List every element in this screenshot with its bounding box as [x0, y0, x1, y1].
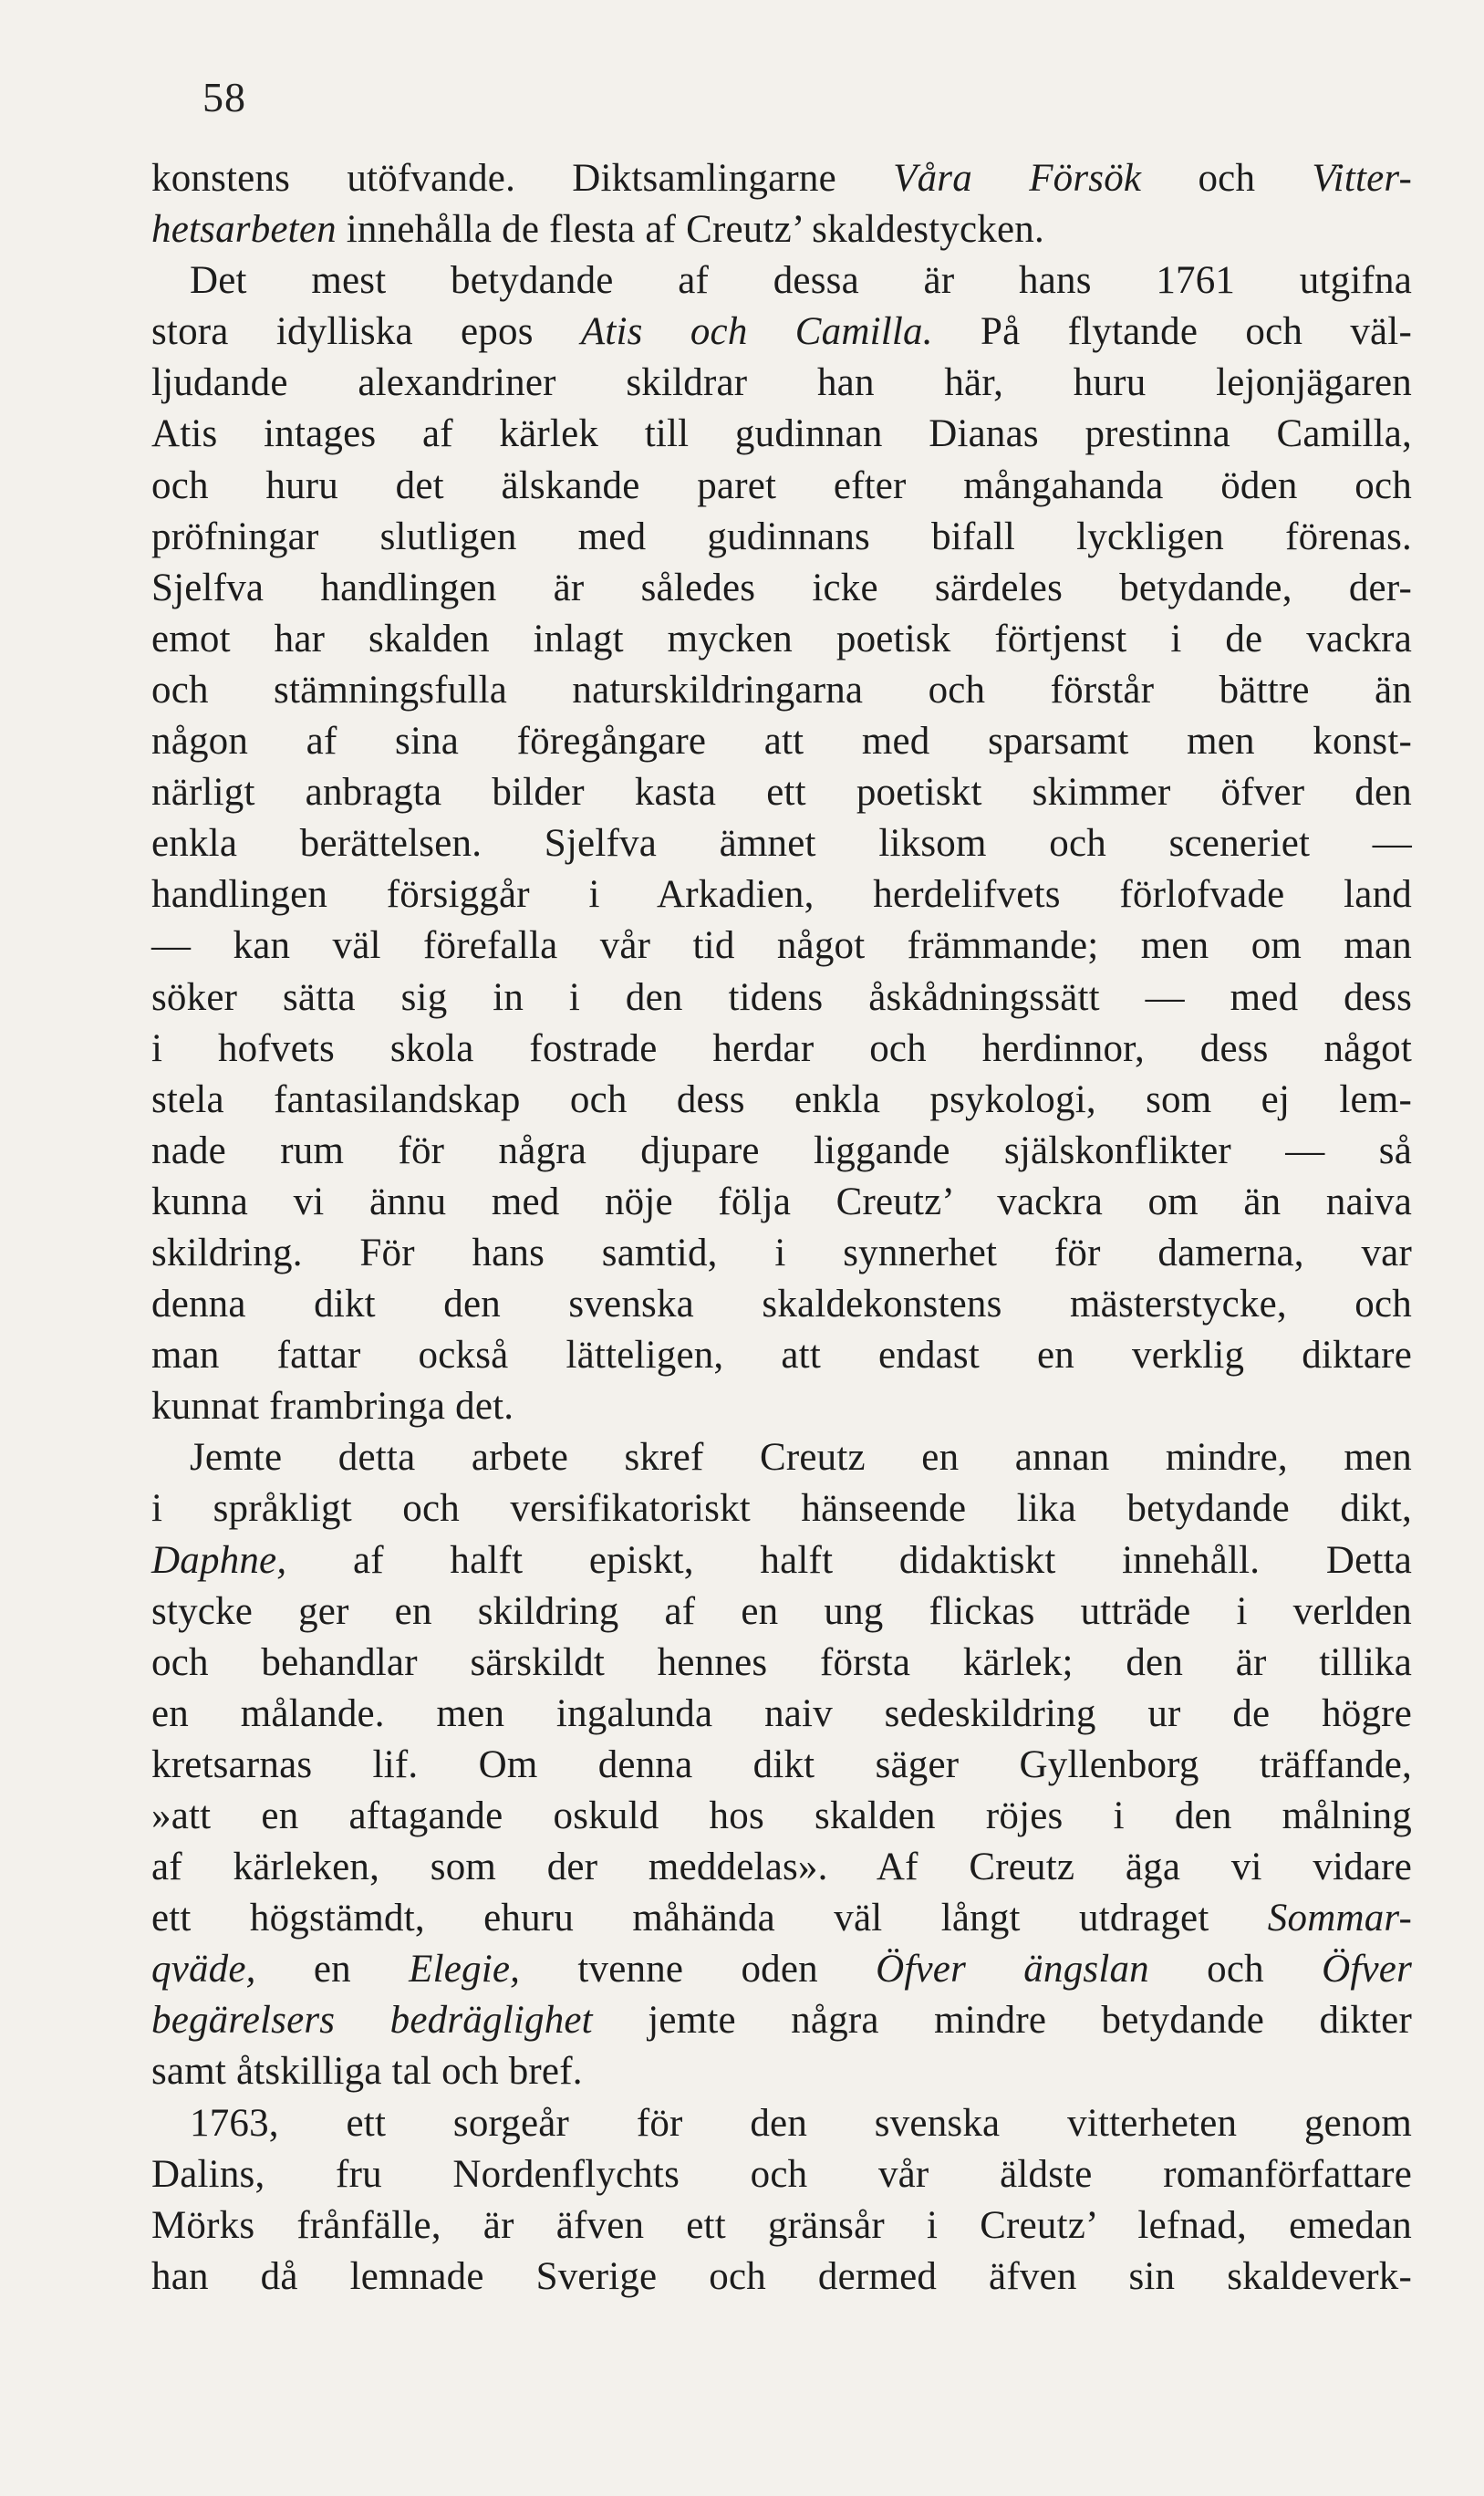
text-line: [151, 1842, 1412, 1893]
text-line: [151, 1791, 1412, 1842]
text-segment: stycke ger en skildring af en ung flickas utträde i verlden: [151, 1589, 1412, 1633]
text-line: [151, 1638, 1412, 1689]
text-segment: han då lemnade Sverige och dermed äfven sin skaldeverk-: [151, 2254, 1412, 2298]
text-line: [151, 1535, 1412, 1586]
text-line: [151, 1432, 1412, 1483]
text-segment: konstens utöfvande. Diktsamlingarne: [151, 157, 894, 200]
text-segment: och: [1141, 157, 1313, 200]
text-segment: och behandlar särskildt hennes första kärlek; den är tillika: [151, 1640, 1412, 1684]
body-text: [151, 153, 1412, 2303]
italic-title: begärelsers bedräglighet: [151, 1999, 593, 2043]
italic-title: Vitter-: [1312, 157, 1412, 200]
text-line: [151, 1330, 1412, 1381]
text-line: [151, 1995, 1412, 2046]
text-line: [151, 665, 1412, 716]
text-segment: man fattar också lätteligen, att endast en verklig diktare: [151, 1334, 1412, 1378]
text-segment: och stämningsfulla naturskildringarna och förstår bättre än: [151, 668, 1412, 712]
italic-title: Daphne,: [151, 1538, 287, 1582]
text-segment: tvenne oden: [520, 1948, 877, 1992]
italic-title: Atis och Camilla.: [580, 310, 933, 354]
text-segment: Sjelfva handlingen är således icke särdeles betydande, der-: [151, 566, 1412, 609]
text-line: [151, 358, 1412, 409]
text-segment: handlingen försiggår i Arkadien, herdelifvets förlofvade land: [151, 873, 1412, 917]
text-segment: Mörks frånfälle, är äfven ett gränsår i Creutz’ lefnad, emedan: [151, 2203, 1412, 2247]
text-line: [151, 1279, 1412, 1330]
text-segment: skildring. För hans samtid, i synnerhet för damerna, var: [151, 1231, 1412, 1274]
text-line: [151, 153, 1412, 204]
text-line: [151, 2098, 1412, 2149]
text-line: [151, 1075, 1412, 1126]
italic-title: Våra Försök: [893, 157, 1142, 200]
text-line: [151, 1689, 1412, 1740]
text-segment: emot har skalden inlagt mycken poetisk förtjenst i de vackra: [151, 617, 1412, 660]
text-line: [151, 1228, 1412, 1279]
text-segment: enkla berättelsen. Sjelfva ämnet liksom och sceneriet —: [151, 822, 1412, 866]
text-segment: På flytande och väl-: [932, 310, 1412, 354]
text-line: [151, 716, 1412, 767]
text-segment: i språkligt och versifikatoriskt hänseende lika betydande dikt,: [151, 1487, 1412, 1531]
text-line: [151, 1483, 1412, 1534]
text-line: [151, 563, 1412, 614]
text-segment: 1763, ett sorgeår för den svenska vitterheten genom: [190, 2101, 1412, 2145]
text-segment: en målande. men ingalunda naiv sedeskildring ur de högre: [151, 1691, 1412, 1735]
text-line: [151, 255, 1412, 307]
italic-title: Sommar-: [1267, 1897, 1412, 1940]
text-line: [151, 2200, 1412, 2252]
text-segment: — kan väl förefalla vår tid något främmande; men om man: [151, 924, 1412, 968]
text-line: [151, 512, 1412, 563]
italic-title: Elegie,: [409, 1948, 521, 1992]
text-line: [151, 920, 1412, 972]
text-line: [151, 818, 1412, 869]
text-line: [151, 1893, 1412, 1944]
text-segment: stora idylliska epos: [151, 310, 581, 354]
text-segment: ett högstämdt, ehuru måhända väl långt utdraget: [151, 1897, 1268, 1940]
text-line: [151, 1740, 1412, 1791]
text-segment: Det mest betydande af dessa är hans 1761 utgifna: [190, 259, 1412, 303]
text-segment: Atis intages af kärlek till gudinnan Dianas prestinna Camilla,: [151, 412, 1412, 456]
text-segment: samt åtskilliga tal och bref.: [151, 2050, 583, 2094]
text-line: [151, 767, 1412, 818]
text-segment: Jemte detta arbete skref Creutz en annan mindre, men: [190, 1436, 1412, 1480]
text-line: [151, 1944, 1412, 1995]
text-line: [151, 307, 1412, 358]
text-segment: kunnat frambringa det.: [151, 1385, 514, 1429]
text-segment: och: [1148, 1948, 1323, 1992]
text-segment: af halft episkt, halft didaktiskt innehåll. Detta: [286, 1538, 1412, 1582]
text-segment: ljudande alexandriner skildrar han här, huru lejonjägaren: [151, 361, 1412, 405]
text-segment: söker sätta sig in i den tidens åskådningssätt — med dess: [151, 975, 1412, 1019]
text-line: [151, 614, 1412, 665]
text-segment: jemte några mindre betydande dikter: [592, 1999, 1412, 2043]
text-line: [151, 2252, 1412, 2303]
text-line: [151, 2149, 1412, 2200]
text-line: [151, 204, 1412, 255]
text-line: [151, 461, 1412, 512]
text-segment: nade rum för några djupare liggande själskonflikter — så: [151, 1128, 1412, 1172]
text-segment: denna dikt den svenska skaldekonstens mästerstycke, och: [151, 1283, 1412, 1326]
text-segment: någon af sina föregångare att med sparsamt men konst-: [151, 720, 1412, 764]
text-line: [151, 1177, 1412, 1228]
text-segment: kunna vi ännu med nöje följa Creutz’ vackra om än naiva: [151, 1180, 1412, 1223]
text-line: [151, 1586, 1412, 1638]
text-segment: en: [255, 1948, 410, 1992]
page-number: 58: [202, 74, 246, 120]
text-line: [151, 2046, 1412, 2097]
text-line: [151, 972, 1412, 1024]
italic-title: hetsarbeten: [151, 208, 337, 252]
text-segment: och huru det älskande paret efter mångahanda öden och: [151, 463, 1412, 507]
text-line: [151, 1024, 1412, 1075]
text-segment: kretsarnas lif. Om denna dikt säger Gyllenborg träffande,: [151, 1742, 1412, 1786]
text-segment: stela fantasilandskap och dess enkla psykologi, som ej lem-: [151, 1077, 1412, 1121]
text-segment: af kärleken, som der meddelas». Af Creutz äga vi vidare: [151, 1846, 1412, 1889]
text-segment: i hofvets skola fostrade herdar och herdinnor, dess något: [151, 1026, 1412, 1070]
text-segment: innehålla de flesta af Creutz’ skaldestycken.: [336, 208, 1044, 252]
italic-title: Öfver: [1322, 1948, 1412, 1992]
italic-title: Öfver ängslan: [876, 1948, 1149, 1992]
italic-title: qväde,: [151, 1948, 256, 1992]
text-segment: närligt anbragta bilder kasta ett poetiskt skimmer öfver den: [151, 771, 1412, 815]
text-line: [151, 1126, 1412, 1177]
text-segment: Dalins, fru Nordenflychts och vår äldste romanförfattare: [151, 2152, 1412, 2196]
text-line: [151, 1381, 1412, 1432]
text-segment: »att en aftagande oskuld hos skalden röjes i den målning: [151, 1794, 1412, 1837]
text-line: [151, 409, 1412, 460]
text-line: [151, 869, 1412, 920]
text-segment: pröfningar slutligen med gudinnans bifall lyckligen förenas.: [151, 515, 1412, 558]
